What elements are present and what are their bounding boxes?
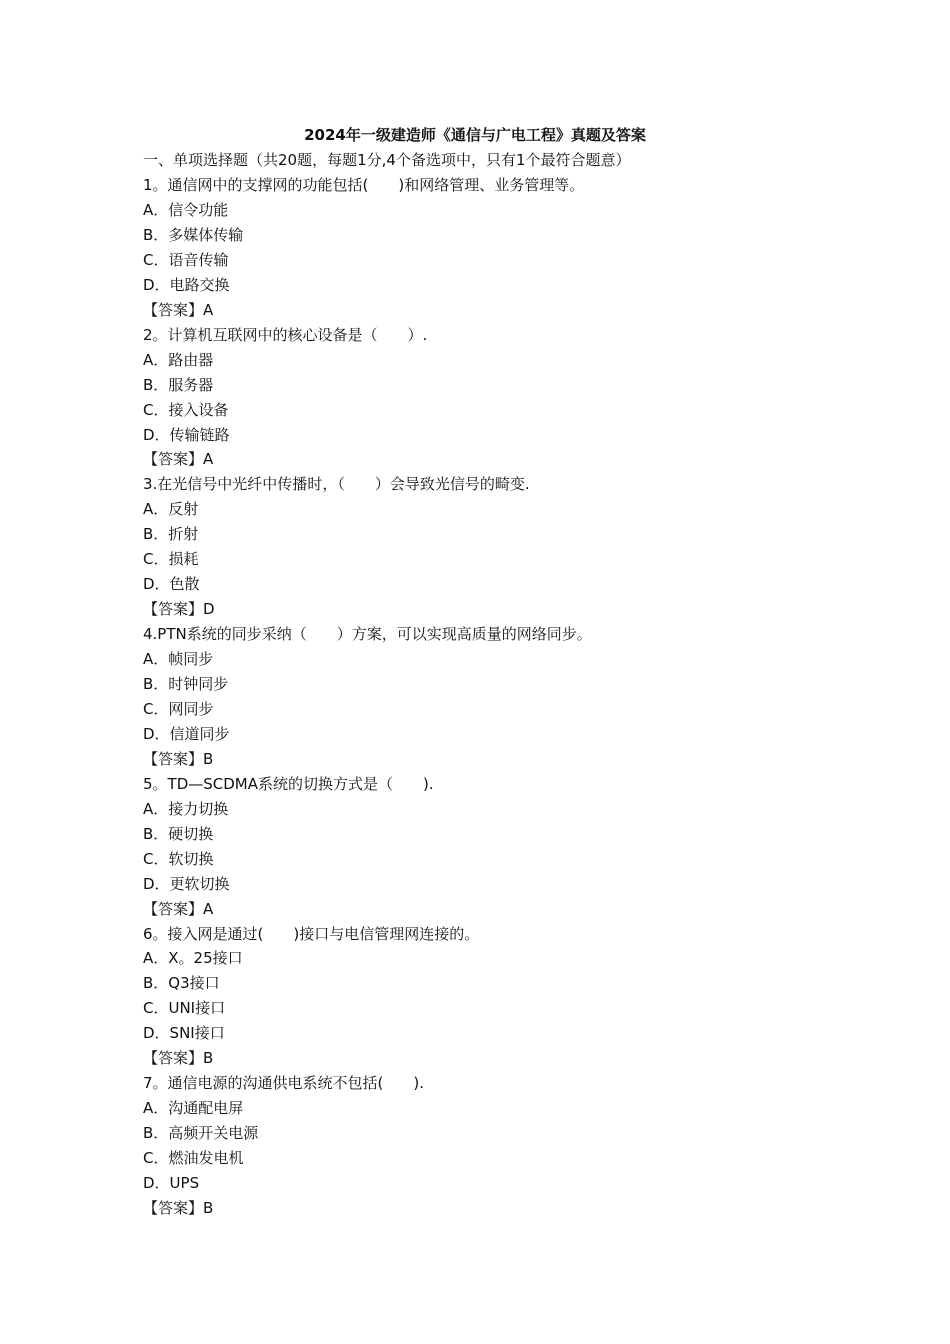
- question-answer: 【答案】A: [143, 300, 214, 319]
- question-option: B．折射: [143, 525, 199, 544]
- question-option: D．SNI接口: [143, 1024, 225, 1043]
- question-answer: 【答案】B: [143, 1049, 214, 1068]
- question-option: A．信令功能: [143, 200, 229, 219]
- question-option: B．硬切换: [143, 824, 214, 843]
- question-answer: 【答案】B: [143, 749, 214, 768]
- question-option: A．路由器: [143, 350, 214, 369]
- question-option: D．UPS: [143, 1174, 200, 1192]
- question-option: A．X。25接口: [143, 949, 243, 968]
- question-option: C．燃油发电机: [143, 1149, 244, 1168]
- question-option: C．损耗: [143, 550, 199, 569]
- question-option: B．多媒体传输: [143, 225, 244, 244]
- question-option: C．语音传输: [143, 250, 229, 269]
- question-option: C．接入设备: [143, 400, 229, 419]
- question-option: D．信道同步: [143, 724, 230, 743]
- question-answer: 【答案】D: [143, 600, 215, 619]
- question-option: A．沟通配电屏: [143, 1099, 244, 1118]
- question-option: A．反射: [143, 500, 199, 519]
- section-heading: 一、单项选择题（共20题，每题1分,4个备选项中，只有1个最符合题意）: [143, 151, 631, 169]
- question-option: A．帧同步: [143, 650, 214, 669]
- question-stem: 1。通信网中的支撑网的功能包括( )和网络管理、业务管理等。: [143, 176, 585, 194]
- question-option: B．高频开关电源: [143, 1124, 259, 1143]
- question-stem: 6。接入网是通过( )接口与电信管理网连接的。: [143, 924, 480, 943]
- question-option: D．更软切换: [143, 874, 230, 893]
- question-stem: 5。TD—SCDMA系统的切换方式是（ ).: [143, 774, 434, 793]
- question-option: B．服务器: [143, 375, 214, 394]
- question-option: B．时钟同步: [143, 675, 229, 693]
- question-option: C．网同步: [143, 699, 214, 718]
- question-stem: 4.PTN系统的同步采纳（ ）方案，可以实现高质量的网络同步。: [143, 625, 592, 644]
- question-stem: 3.在光信号中光纤中传播时，（ ）会导致光信号的畸变.: [143, 475, 530, 494]
- question-option: C．UNI接口: [143, 999, 226, 1018]
- question-option: B．Q3接口: [143, 974, 220, 993]
- question-answer: 【答案】B: [143, 1198, 214, 1217]
- question-answer: 【答案】A: [143, 899, 214, 918]
- question-answer: 【答案】A: [143, 450, 214, 469]
- question-stem: 7。通信电源的沟通供电系统不包括( ).: [143, 1074, 425, 1093]
- question-option: D．电路交换: [143, 275, 230, 294]
- question-option: D．色散: [143, 575, 200, 594]
- document-title: 2024年一级建造师《通信与广电工程》真题及答案: [304, 126, 646, 144]
- question-stem: 2。计算机互联网中的核心设备是（ ）.: [143, 325, 428, 344]
- question-option: C．软切换: [143, 849, 214, 868]
- question-option: A．接力切换: [143, 799, 229, 818]
- question-option: D．传输链路: [143, 425, 230, 444]
